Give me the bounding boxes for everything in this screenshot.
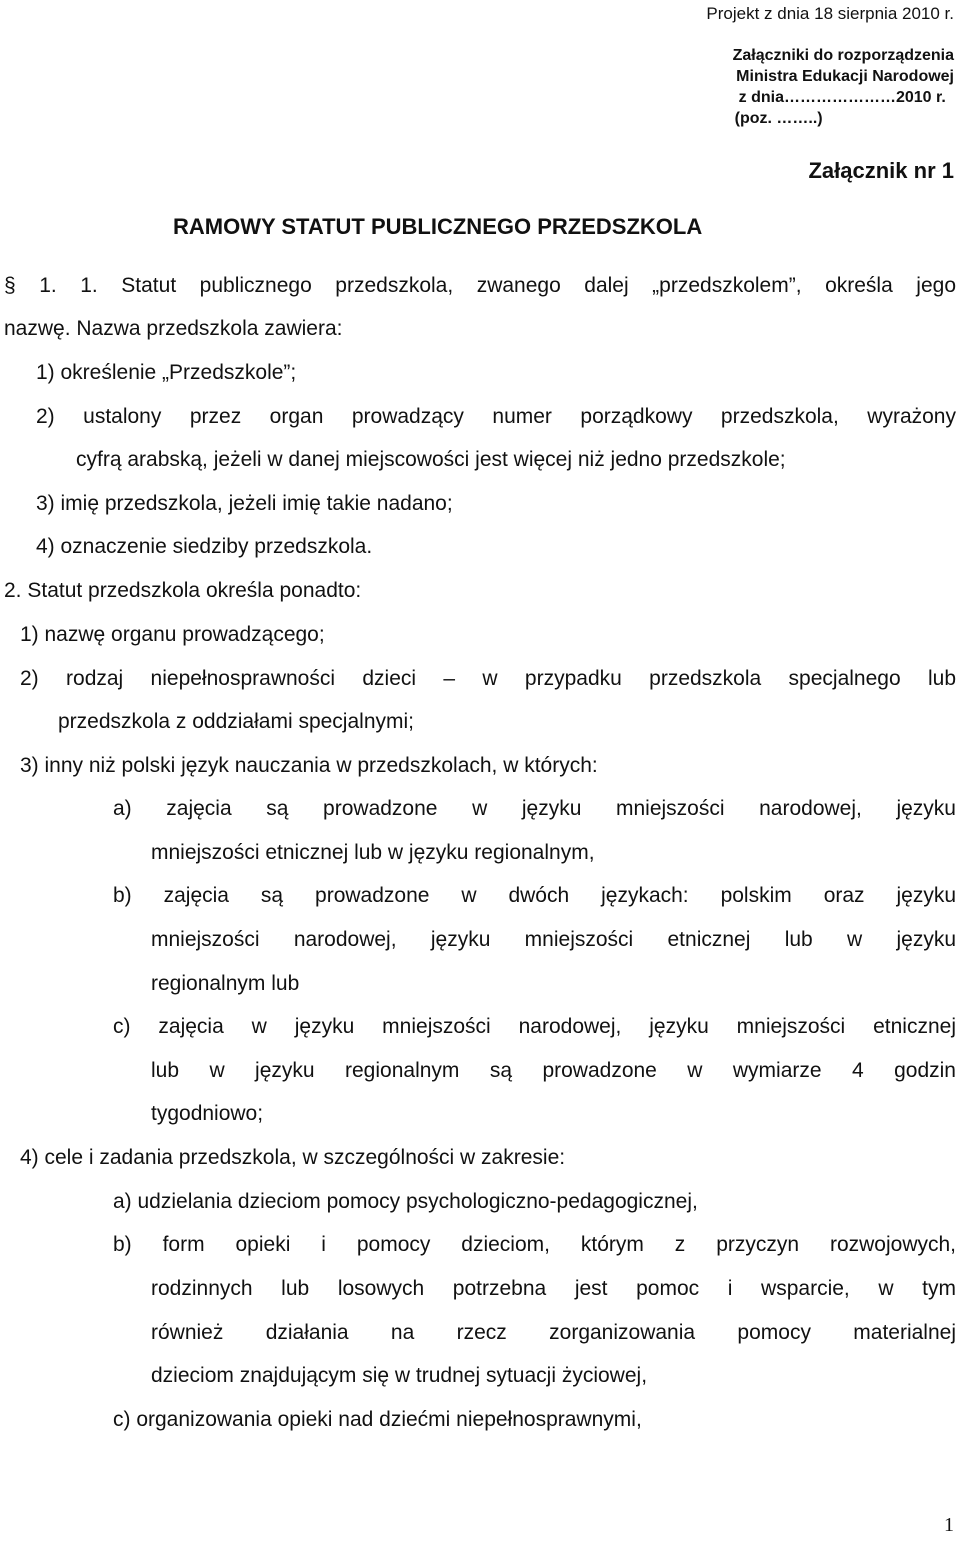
sub-item-line: b) form opieki i pomocy dzieciom, którym z przyczyn rozwojowych,	[113, 1233, 956, 1256]
sub-item-line: b) zajęcia są prowadzone w dwóch językach: polskim oraz języku	[113, 884, 956, 907]
annex-reference-line: Załączniki do rozporządzenia	[732, 47, 954, 64]
sub-item-continuation: mniejszości narodowej, języku mniejszości etnicznej lub w języku	[151, 928, 956, 951]
project-date-note: Projekt z dnia 18 sierpnia 2010 r.	[706, 4, 954, 23]
list-item-line: 3) inny niż polski język nauczania w przedszkolach, w których:	[20, 754, 598, 777]
paragraph-line: 2. Statut przedszkola określa ponadto:	[4, 579, 362, 602]
page-number: 1	[944, 1514, 954, 1536]
list-item-line: 4) oznaczenie siedziby przedszkola.	[36, 535, 373, 558]
annex-reference-line: z dnia…………………2010 r.	[738, 89, 946, 106]
sub-item-continuation: rodzinnych lub losowych potrzebna jest pomoc i wsparcie, w tym	[151, 1277, 956, 1300]
sub-item-line: a) zajęcia są prowadzone w języku mniejszości narodowej, języku	[113, 797, 956, 820]
list-item-line: 1) określenie „Przedszkole”;	[36, 361, 297, 384]
sub-item-line: a) udzielania dzieciom pomocy psychologiczno-pedagogicznej,	[113, 1190, 698, 1213]
list-item-continuation: cyfrą arabską, jeżeli w danej miejscowości jest więcej niż jedno przedszkole;	[76, 448, 786, 471]
list-item-line: 2) rodzaj niepełnosprawności dzieci – w przypadku przedszkola specjalnego lub	[20, 667, 956, 690]
sub-item-continuation: lub w języku regionalnym są prowadzone w wymiarze 4 godzin	[151, 1059, 956, 1082]
list-item-line: 2) ustalony przez organ prowadzący numer porządkowy przedszkola, wyrażony	[36, 405, 956, 428]
list-item-continuation: przedszkola z oddziałami specjalnymi;	[58, 710, 414, 733]
sub-item-continuation: regionalnym lub	[151, 972, 300, 995]
list-item-line: 3) imię przedszkola, jeżeli imię takie nadano;	[36, 492, 453, 515]
sub-item-continuation: również działania na rzecz zorganizowania pomocy materialnej	[151, 1321, 956, 1344]
annex-reference-line: (poz. ……..)	[734, 110, 823, 127]
sub-item-continuation: dzieciom znajdującym się w trudnej sytuacji życiowej,	[151, 1364, 648, 1387]
paragraph-line: nazwę. Nazwa przedszkola zawiera:	[4, 317, 343, 340]
list-item-line: 1) nazwę organu prowadzącego;	[20, 623, 325, 646]
paragraph-line: § 1. 1. Statut publicznego przedszkola, zwanego dalej „przedszkolem”, określa jego	[4, 274, 956, 297]
document-title: RAMOWY STATUT PUBLICZNEGO PRZEDSZKOLA	[173, 214, 703, 239]
sub-item-continuation: mniejszości etnicznej lub w języku regionalnym,	[151, 841, 595, 864]
list-item-line: 4) cele i zadania przedszkola, w szczególności w zakresie:	[20, 1146, 566, 1169]
sub-item-line: c) zajęcia w języku mniejszości narodowej, języku mniejszości etnicznej	[113, 1015, 956, 1038]
annex-reference-block	[733, 45, 954, 129]
sub-item-continuation: tygodniowo;	[151, 1102, 264, 1125]
annex-reference-line: Ministra Edukacji Narodowej	[736, 68, 954, 85]
sub-item-line: c) organizowania opieki nad dziećmi niepełnosprawnymi,	[113, 1408, 642, 1431]
annex-number: Załącznik nr 1	[808, 158, 954, 183]
